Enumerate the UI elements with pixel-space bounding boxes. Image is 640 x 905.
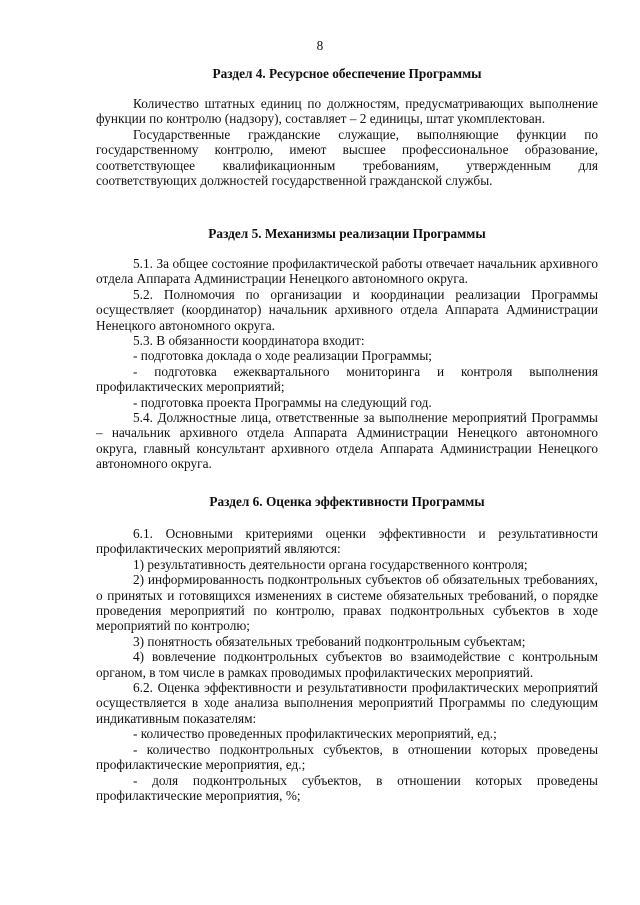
section-5-title: Раздел 5. Механизмы реализации Программы xyxy=(208,226,486,241)
section-4-title: Раздел 4. Ресурсное обеспечение Программы xyxy=(212,66,482,81)
list-item: - количество подконтрольных субъектов, в отношении которых проведены профилактические мероприятия, ед.; xyxy=(96,741,598,773)
section-4-body xyxy=(96,96,598,188)
section-6-body xyxy=(96,526,598,803)
list-item: 3) понятность обязательных требований подконтрольным субъектам; xyxy=(133,633,526,649)
paragraph: Количество штатных единиц по должностям, предусматривающих выполнение функции по контролю (надзору), составляет – 2 единицы, штат укомплектован. xyxy=(96,96,598,127)
section-6-title: Раздел 6. Оценка эффективности Программы xyxy=(209,494,485,509)
list-item: 2) информированность подконтрольных субъектов об обязательных требованиях, о принятых и готовящихся изменениях в системе обязательных требований, о порядке проведения мероприятий по контролю, правах подконтрольных субъектов в ходе мероприятий по контролю; xyxy=(96,572,598,634)
paragraph: 5.2. Полномочия по организации и координации реализации Программы осуществляет (координатор) начальник архивного отдела Аппарата Администрации Ненецкого автономного округа. xyxy=(96,286,598,333)
paragraph: Государственные гражданские служащие, выполняющие функции по государственному контролю, имеют высшее профессиональное образование, соответствующее квалификационным требованиям, утвержденным для соответствующих должностей государственной гражданской службы. xyxy=(96,126,598,189)
list-item: - количество проведенных профилактических мероприятий, ед.; xyxy=(133,726,497,742)
section-5-body xyxy=(96,256,598,472)
paragraph: 6.1. Основными критериями оценки эффективности и результативности профилактических мероприятий являются: xyxy=(96,526,598,557)
paragraph: 5.1. За общее состояние профилактической работы отвечает начальник архивного отдела Аппарата Администрации Ненецкого автономного округа. xyxy=(96,256,598,287)
paragraph: 5.3. В обязанности координатора входит: xyxy=(133,333,365,349)
paragraph: 6.2. Оценка эффективности и результативности профилактических мероприятий осуществляется в ходе анализа выполнения мероприятий Программы по следующим индикативным показателям: xyxy=(96,680,598,726)
list-item: - подготовка доклада о ходе реализации Программы; xyxy=(133,348,432,364)
list-item: 1) результативность деятельности органа государственного контроля; xyxy=(133,556,528,572)
paragraph: 5.4. Должностные лица, ответственные за выполнение мероприятий Программы – начальник архивного отдела Аппарата Администрации Ненецкого автономного округа, главный консультант архивного отдела Аппарата Администрации Ненецкого автономного округа. xyxy=(96,410,598,472)
list-item: 4) вовлечение подконтрольных субъектов во взаимодействие с контрольным органом, в том числе в рамках проводимых профилактических мероприятий. xyxy=(96,649,598,680)
list-item: - подготовка ежеквартального мониторинга и контроля выполнения профилактических мероприятий; xyxy=(96,363,598,395)
list-item: - подготовка проекта Программы на следующий год. xyxy=(133,394,432,410)
list-item: - доля подконтрольных субъектов, в отношении которых проведены профилактические мероприятия, %; xyxy=(96,772,598,803)
page-number: 8 xyxy=(316,38,324,53)
